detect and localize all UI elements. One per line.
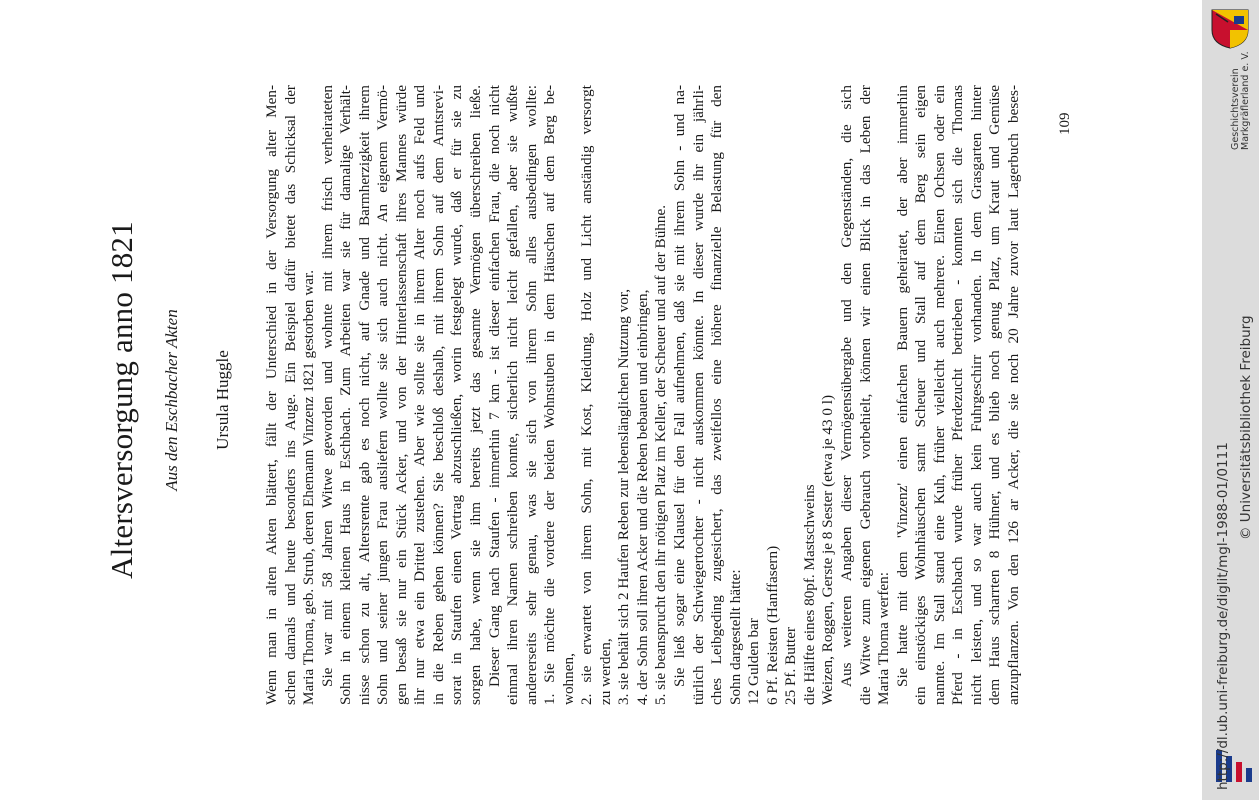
text-line: Wenn man in alten Akten blättert, fällt der Unterschied in der Versorgung alter Men- bbox=[263, 85, 280, 705]
text-line: nisse schon zu alt, Altersrente gab es noch nicht, auf Gnade und Barmherzigkeit ihrem bbox=[355, 85, 373, 705]
text-line: anzupflanzen. Von den 126 ar Acker, die sie noch 20 Jahre zuvor laut Lagerbuch beses- bbox=[1004, 85, 1022, 705]
text-line: 6 Pf. Reisten (Hanffasern) bbox=[763, 545, 781, 705]
text-line: Sohn in einem kleinen Haus in Eschbach. Zum Arbeiten war sie für damalige Verhält- bbox=[337, 85, 355, 705]
text-line: 12 Gulden bar bbox=[745, 618, 763, 705]
article-subtitle: Aus den Eschbacher Akten bbox=[162, 309, 181, 491]
text-line: 5. sie beansprucht den ihr nötigen Platz im Keller, der Scheuer und auf der Bühne. bbox=[652, 204, 670, 705]
text-line: gen besaß sie nur ein Stück Acker, und von der Hinterlassenschaft ihres Mannes würde bbox=[392, 85, 410, 705]
text-line: Aus weiteren Angaben dieser Vermögensübergabe und den Gegenständen, die sich bbox=[837, 85, 855, 687]
text-line: sorat in Staufen einen Vertrag abzuschließen, worin festgelegt wurde, daß er für sie zu bbox=[448, 85, 466, 705]
text-line: nannte. Im Stall stand eine Kuh, früher vielleicht auch mehrere. Einen Ochsen oder ein bbox=[930, 85, 948, 705]
document-url[interactable]: http://dl.ub.uni-freiburg.de/diglit/mgl-1988-01/0111 bbox=[1215, 442, 1231, 790]
society-coat-of-arms-logo bbox=[1206, 6, 1254, 50]
text-line: Sohn dargestellt hätte: bbox=[726, 569, 744, 705]
society-name-line-2: Markgräflerland e. V. bbox=[1240, 51, 1251, 150]
text-line: 3. sie behält sich 2 Haufen Reben zur lebenslänglichen Nutzung vor, bbox=[615, 288, 633, 705]
text-line: 25 Pf. Butter bbox=[782, 626, 800, 705]
text-line: 2. sie erwartet von ihrem Sohn, mit Kost, Kleidung, Holz und Licht anständig versorgt bbox=[578, 85, 596, 705]
text-line: wohnen, bbox=[559, 653, 577, 705]
copyright-notice: © Universitätsbibliothek Freiburg bbox=[1238, 315, 1254, 540]
text-line: Maria Thoma werfen: bbox=[875, 572, 893, 705]
text-line: einmal ihren Namen schreiben konnte, sicherlich nicht leicht gefallen, aber sie wußte bbox=[504, 85, 522, 705]
text-line: schen damals und heute besonders ins Auge. Ein Beispiel dafür bietet das Schicksal der bbox=[281, 85, 299, 705]
text-line: ein einstöckiges Wohnhäuschen samt Scheuer und Stall auf dem Berg sein eigen bbox=[912, 85, 930, 705]
text-line: Sie ließ sogar eine Klausel für den Fall aufnehmen, daß sie mit ihrem Sohn - und na- bbox=[671, 85, 689, 687]
text-line: die Hälfte eines 80pf. Mastschweins bbox=[800, 484, 818, 705]
text-line: nicht leisten, und so war auch kein Fuhrgeschirr vorhanden. In dem Grasgarten hinter bbox=[967, 85, 985, 705]
article-title: Altersversorgung anno 1821 bbox=[104, 221, 139, 579]
text-line: Pferd - in Eschbach wurde früher Pferdezucht betrieben - konnten sich die Thomas bbox=[949, 85, 967, 705]
text-line: türlich der Schwiegertochter - nicht auskommen könnte. In dieser wurde ihr ein jährli- bbox=[689, 85, 707, 705]
text-line: zu werden, bbox=[596, 638, 614, 705]
text-line: ches Leibgeding zugesichert, das zweifellos eine höhere finanzielle Belastung für den bbox=[708, 85, 726, 705]
text-line: 1. Sie möchte die vordere der beiden Wohnstuben in dem Häuschen auf dem Berg be- bbox=[541, 85, 559, 705]
text-line: 4. der Sohn soll ihren Acker und die Reben bebauen und einbringen, bbox=[633, 289, 651, 705]
text-line: Sie war mit 58 Jahren Witwe geworden und wohnte mit ihrem frisch verheirateten bbox=[318, 85, 336, 687]
text-line: Weizen, Roggen, Gerste je 8 Sester (etwa je 43 0 l) bbox=[819, 394, 837, 705]
page-number: 109 bbox=[1057, 112, 1073, 135]
text-line: andererseits sehr genau, was sie sich von ihrem Sohn alles ausbedingen wollte: bbox=[522, 85, 540, 705]
text-line: Sohn und seiner jungen Frau ausliefern wollte sie sich auch nicht. An eigenem Vermö- bbox=[374, 85, 392, 705]
text-line: in die Reben gehen können? Sie beschloß deshalb, mit ihrem Sohn auf dem Amtsrevi- bbox=[429, 85, 447, 705]
text-line: Sie hatte mit dem 'Vinzenz' einen einfachen Bauern geheiratet, der aber immerhin bbox=[893, 85, 911, 687]
article-body bbox=[263, 85, 1023, 705]
text-line: dem Haus scharrten 8 Hühner, und es blieb noch genug Platz, um Kraut und Gemüse bbox=[986, 85, 1004, 705]
text-line: die Witwe zum eigenen Gebrauch vorbehielt, können wir einen Blick in das Leben der bbox=[856, 85, 874, 705]
text-line: sorgen habe, wenn sie ihm bereits jetzt das gesamte Vermögen überschreiben ließe. bbox=[467, 85, 485, 705]
text-line: Maria Thoma, geb. Strub, deren Ehemann Vinzenz 1821 gestorben war. bbox=[300, 269, 318, 705]
society-name-line-1: Geschichtsverein bbox=[1230, 68, 1241, 150]
text-line: Dieser Gang nach Staufen - immerhin 7 km - ist dieser einfachen Frau, die noch nicht bbox=[485, 85, 503, 687]
text-line: ihr nur etwa ein Drittel zustehen. Aber wie sollte sie in ihrem Alter noch aufs Feld und bbox=[411, 85, 429, 705]
article-author: Ursula Huggle bbox=[213, 350, 232, 450]
